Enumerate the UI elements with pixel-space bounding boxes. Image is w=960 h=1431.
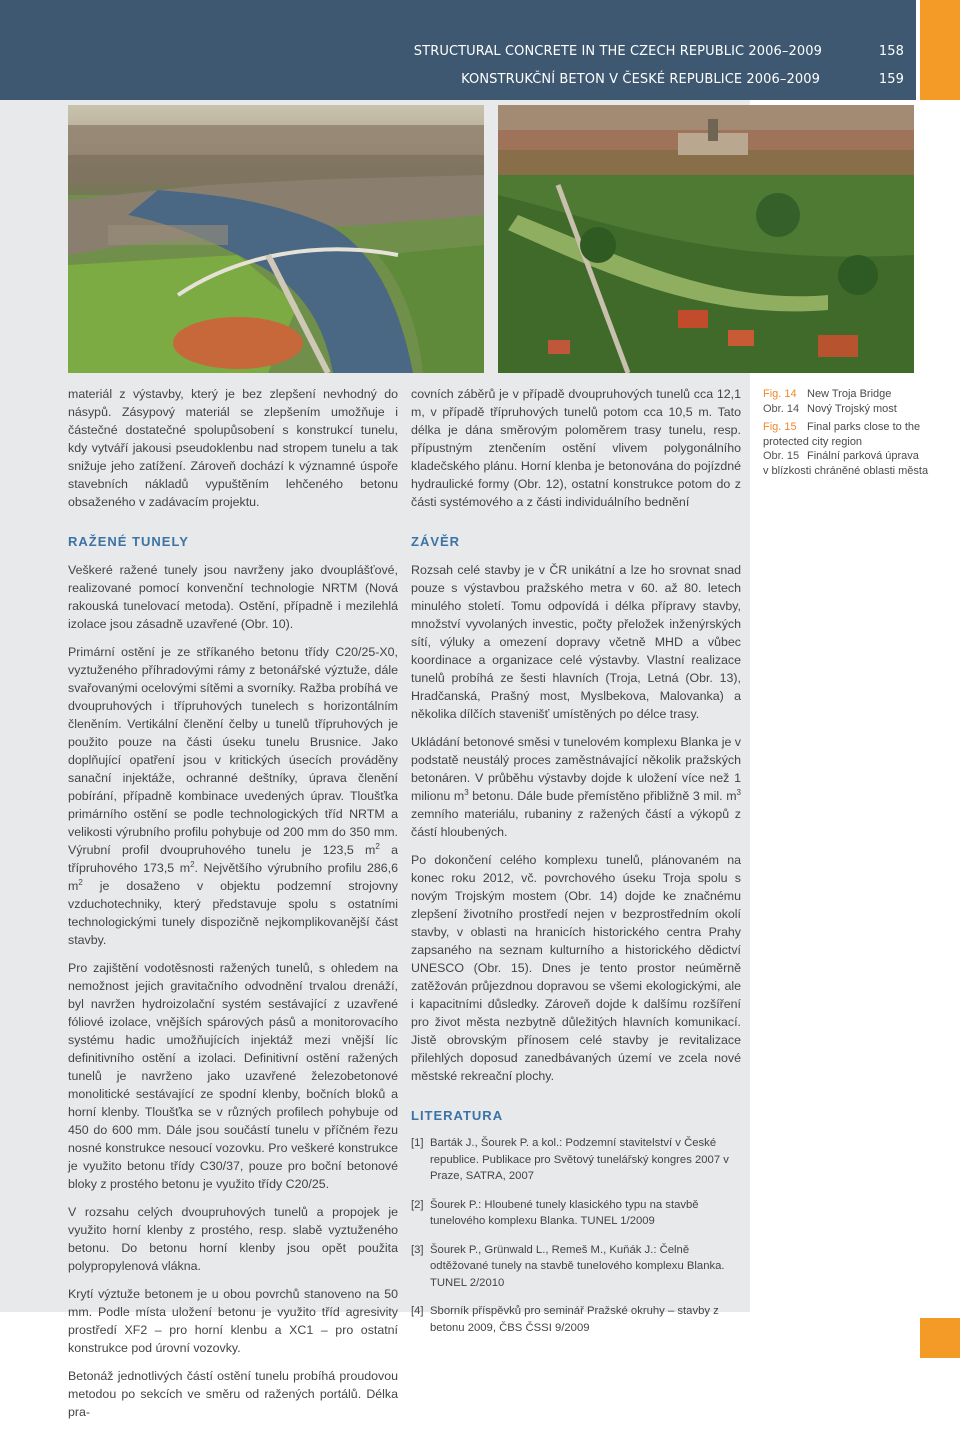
reference-list	[411, 1135, 741, 1336]
reference-item: [4] Sborník příspěvků pro seminář Pražské okruhy – stavby z betonu 2009, ČBS ČSSI 9/2009	[411, 1305, 719, 1334]
paragraph: covních záběrů je v případě dvoupruhových tunelů cca 12,1 m, v případě třípruhových tunelů potom cca 10,5 m. Tato délka je dána směrovým poloměrem trasy tunelu, resp. přípustným ztenčením ostění vlivem polygonálního kladečského plánu. Horní klenba je betonována do pojízdné hydraulické formy (Obr. 12), ostatní konstrukce potom do z části systémového a z části individuálního bednění	[411, 387, 741, 509]
paragraph: Ukládání betonové směsi v tunelovém komplexu Blanka je v podstatě neustálý proces zaměstnávající několik pražských betonáren. V průběhu výstavby dojde k uložení více než 1 milionu $m^3$ betonu. Dále bude přemístěno přibližně 3 mil. $m^3$ zemního materiálu, rubaniny z ražených částí a výkopů z částí hloubených.	[411, 735, 741, 839]
page-number-left: 158	[878, 44, 904, 59]
section-heading-zaver: ZÁVĚR	[411, 534, 461, 549]
paragraph: Primární ostění je ze stříkaného betonu třídy C20/25-X0, vyztuženého příhradovými rámy z betonářské výztuže, dále svařovanými ocelovými sítěmi a svorníky. Ražba probíhá ve dvoupruhových i třípruhových tunelech s horizontálním členěním. Vertikální členění čelby u tunelů třípruhových je použito pouze na části úseku tunelu Brusnice. Jako doplňující opatření jsou v kritických úsecích prováděny sanační injektáže, ochranné deštníky, úprava členění pobírání, případně kombinace uvedených úprav. Tloušťka primárního ostění se podle technologických tříd NRTM a velikosti výrubního profilu pohybuje od 200 mm do 350 mm. Výrubní profil dvoupruhového tunelu je 123,5 $m^2$ a třípruhového 173,5 $m^2$. Největšího výrubního profilu 286,6 $m^2$ je dosaženo v objektu podzemní strojovny vzduchotechniky, který představuje spolu s ostatními technologickými tunely dispozičně nejkomplikovanější část stavby.	[68, 645, 398, 947]
paragraph: Pro zajištění vodotěsnosti ražených tunelů, s ohledem na nemožnost jejich gravitačního odvodnění trvalou drenáží, byl navržen hydroizolační systém sestávající z uzavřené fóliové izolace, vnějších spárových pásů a monitorovacího systému hadic umožňujících injektáž mezi vnější líc definitivního ostění a izolaci. Definitivní ostění ražených tunelů je navrženo jako uzavřené železobetonové monolitické sestávající ze spodní klenby, bočních bloků a horní klenby. Tloušťka se v různých profilech pohybuje od 450 do 600 mm. Dále jsou součástí tunelu v příčném řezu nosné konstrukce nesoucí vozovku. Pro veškeré konstrukce je využito betonu třídy C30/37, pouze pro boční betonové bloky z prostého betonu je využito třídy C20/25.	[68, 961, 398, 1191]
paragraph: Betonáž jednotlivých částí ostění tunelu probíhá proudovou metodou po sekcích ve směru od ražených portálů. Délka pra-	[68, 1369, 398, 1419]
reference-item: [3] Šourek P., Grünwald L., Remeš M., Kuňák J.: Čelně odtěžované tunely na stavbě tunelového komplexu Blanka. TUNEL 2/2010	[411, 1243, 725, 1289]
accent-strip-bottom	[920, 1318, 960, 1358]
text-column-right	[411, 385, 741, 1348]
paragraph: Po dokončení celého komplexu tunelů, plánovaném na konec roku 2012, vč. povrchového úseku Troja spolu s novým Trojským mostem (Obr. 14) dojde ke značnému zlepšení životního prostředí nejen v bezprostředním okolí stavby, v oblasti na hranicích historického centra Prahy zapsaného na seznam kulturního a historického dědictví UNESCO (Obr. 15). Dnes je tento prostor neúměrně zatěžován průjezdnou dopravou se všemi ekologickými, ale i kapacitními důsledky. Zároveň dojde k dalšímu rozšíření pro život města nezbytně důležitých hlavních komunikací. Jistě obrovským přínosem celé stavby je revitalizace přilehlých doposud zanedbávaných území ve zcela nové městské rekreační plochy.	[411, 853, 741, 1083]
paragraph: materiál z výstavby, který je bez zlepšení nevhodný do násypů. Zásypový materiál se zlepšením umožňuje i částečné dostatečné spolupůsobení s konstrukcí tunelu, kdy vytváří jakousi pseudoklenbu nad stropem tunelu a tak snižuje jeho zatížení. Zároveň dochází k významné úspoře stavebních nákladů vypuštěním lehčeného betonu obsaženého v zadávacím projektu.	[68, 387, 398, 509]
caption-fig14: Fig. 14 New Troja Bridge Obr. 14 Nový Trojský most	[763, 388, 897, 415]
caption-fig15: Fig. 15 Final parks close to the protected city region Obr. 15 Finální parková úprava v blízkosti chráněné oblasti města	[763, 421, 929, 477]
reference-item: [1] Barták J., Šourek P. a kol.: Podzemní stavitelství v České republice. Publikace pro Světový tunelářský kongres 2007 v Praze, SATRA, 2007	[411, 1137, 729, 1182]
paragraph: Krytí výztuže betonem je u obou povrchů stanoveno na 50 mm. Podle místa uložení betonu je využito tříd agresivity prostředí XF2 – pro horní klenbu a XC1 – pro ostatní konstrukce pod úrovní vozovky.	[68, 1287, 398, 1355]
paragraph: Rozsah celé stavby je v ČR unikátní a lze ho srovnat snad pouze s výstavbou pražského metra v 60. až 80. letech minulého století. Tomu odpovídá i délka přípravy stavby, množství vyvolaných investic, počty přeložek inženýrských sítí, výluky a omezení dopravy včetně MHD a vůbec koordinace a organizace celé výstavby. Vlastní realizace tunelů probíhá ze šesti hlavních (Troja, Letná (Obr. 13), Hradčanská, Prašný most, Myslbekova, Malovanka) a několika dílčích stavenišť umístěných po délce trasy.	[411, 563, 741, 721]
accent-strip-top	[920, 0, 960, 100]
paragraph: V rozsahu celých dvoupruhových tunelů a propojek je využito horní klenby z prostého, resp. slabě vyztuženého betonu. Do betonu horní klenby jsou opět použita polypropylenová vlákna.	[68, 1205, 398, 1273]
running-title-en: STRUCTURAL CONCRETE IN THE CZECH REPUBLIC 2006–2009	[413, 44, 822, 59]
page-number-right: 159	[878, 72, 904, 87]
figure-captions	[763, 387, 933, 482]
running-title-cz: KONSTRUKČNÍ BETON V ČESKÉ REPUBLICE 2006–2009	[461, 72, 820, 87]
photo-troja-bridge	[68, 105, 484, 373]
section-heading-razene-tunely: RAŽENÉ TUNELY	[68, 534, 189, 549]
running-header-cz	[461, 72, 904, 87]
photo-city-parks	[498, 105, 914, 373]
section-heading-literatura: LITERATURA	[411, 1108, 504, 1123]
text-column-left	[68, 385, 398, 1431]
reference-item: [2] Šourek P.: Hloubené tunely klasického typu na stavbě tunelového komplexu Blanka. TUNEL 1/2009	[411, 1198, 699, 1227]
paragraph: Veškeré ražené tunely jsou navrženy jako dvouplášťové, realizované pomocí konvenční technologie NRTM (Nová rakouská tunelovací metoda). Ostění, případně i mezilehlá izolace jsou zásadně uzavřené (Obr. 10).	[68, 563, 398, 631]
running-header-en	[414, 44, 904, 59]
